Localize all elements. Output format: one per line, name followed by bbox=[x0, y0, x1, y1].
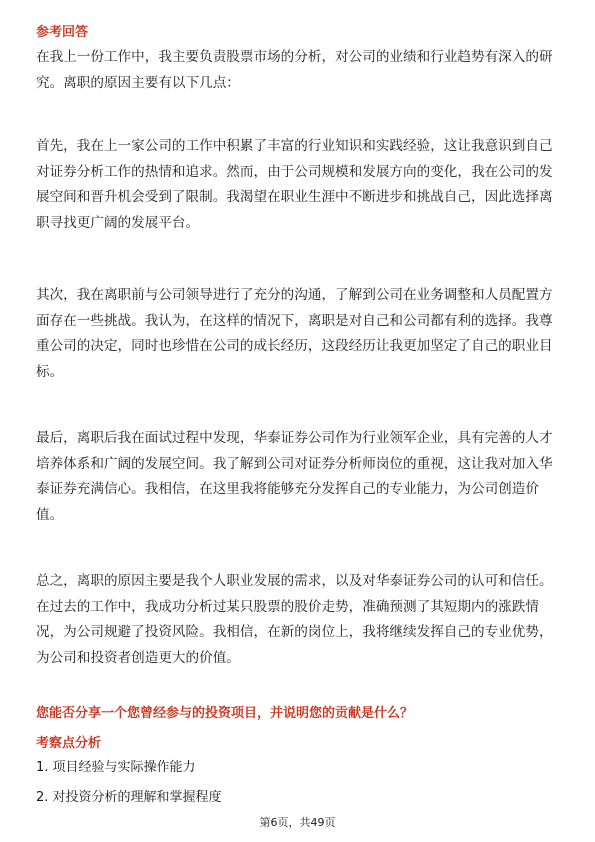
paragraph-conclusion: 总之，离职的原因主要是我个人职业发展的需求，以及对华泰证券公司的认可和信任。在过去的工作中，我成功分析过某只股票的股价走势，准确预测了其短期内的涨跌情况，为公司规避了投资风险。我相信，在新的岗位上，我将继续发挥自己的专业优势，为公司和投资者创造更大的价值。 bbox=[36, 573, 553, 666]
answer-heading: 参考回答 bbox=[36, 25, 89, 40]
page-number: 第6页，共49页 bbox=[259, 816, 336, 829]
analysis-heading: 考察点分析 bbox=[36, 736, 102, 751]
analysis-item: 2. 对投资分析的理解和掌握程度 bbox=[36, 790, 222, 805]
analysis-item: 1. 项目经验与实际操作能力 bbox=[36, 760, 196, 775]
paragraph-intro: 在我上一份工作中，我主要负责股票市场的分析，对公司的业绩和行业趋势有深入的研究。离职的原因主要有以下几点： bbox=[36, 49, 553, 91]
paragraph-second: 其次，我在离职前与公司领导进行了充分的沟通，了解到公司在业务调整和人员配置方面存在一些挑战。我认为，在这样的情况下，离职是对自己和公司都有利的选择。我尊重公司的决定，同时也珍惜在公司的成长经历，这段经历让我更加坚定了自己的职业目标。 bbox=[36, 287, 553, 380]
paragraph-first: 首先，我在上一家公司的工作中积累了丰富的行业知识和实践经验，这让我意识到自己对证券分析工作的热情和追求。然而，由于公司规模和发展方向的变化，我在公司的发展空间和晋升机会受到了限制。我渴望在职业生涯中不断进步和挑战自己，因此选择离职寻找更广阔的发展平台。 bbox=[36, 138, 553, 231]
question-heading: 您能否分享一个您曾经参与的投资项目，并说明您的贡献是什么？ bbox=[36, 706, 414, 721]
paragraph-last: 最后，离职后我在面试过程中发现，华泰证券公司作为行业领军企业，具有完善的人才培养体系和广阔的发展空间。我了解到公司对证券分析师岗位的重视，这让我对加入华泰证券充满信心。我相信，在这里我将能够充分发挥自己的专业能力，为公司创造价值。 bbox=[36, 430, 553, 523]
